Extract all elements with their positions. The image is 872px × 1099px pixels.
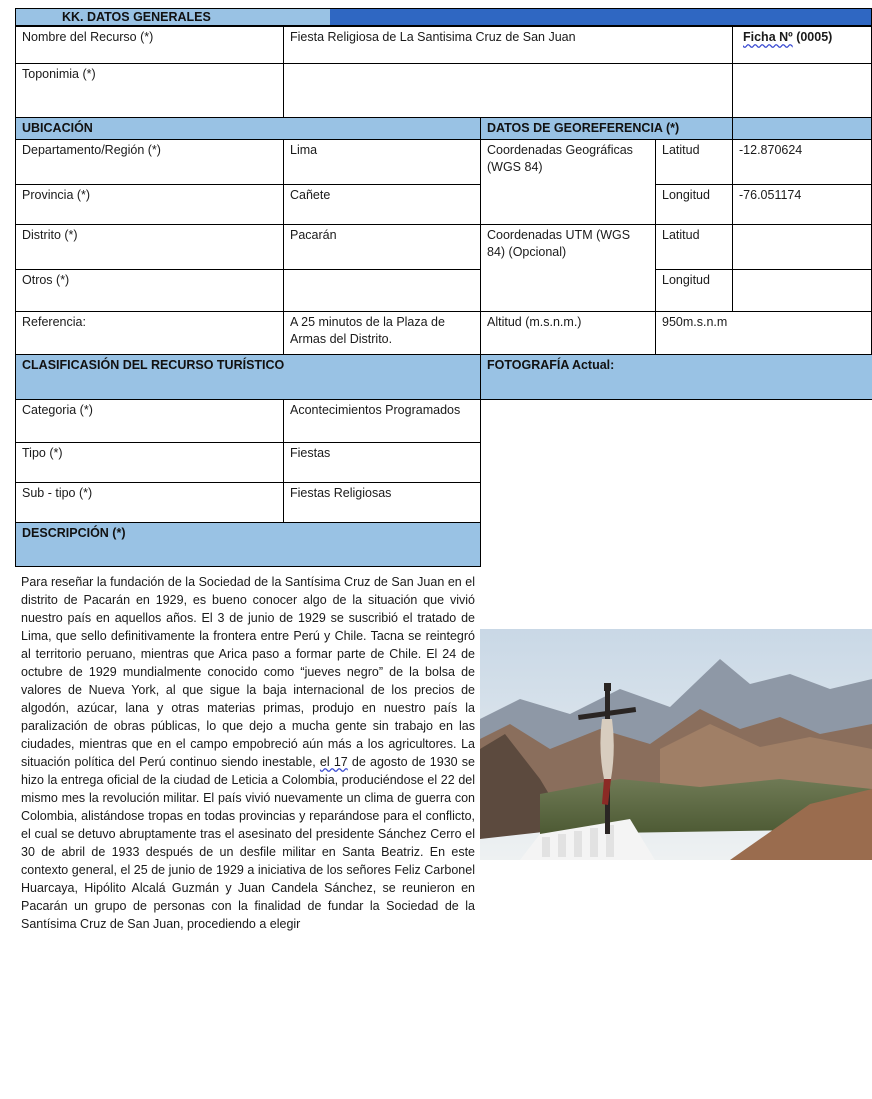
categoria-value: Acontecimientos Programados (283, 399, 481, 443)
ficha-num: (0005) (792, 30, 833, 44)
categoria-label: Categoria (*) (15, 399, 284, 443)
utm-lon-value (732, 269, 872, 312)
georef-header-extra (732, 117, 872, 140)
header-bar (15, 8, 872, 26)
georef-header: DATOS DE GEOREFERENCIA (*) (480, 117, 733, 140)
otros-value (283, 269, 481, 312)
utm-lon-label: Longitud (655, 269, 733, 312)
lon-label: Longitud (655, 184, 733, 225)
ficha-word: Ficha Nº (743, 30, 793, 44)
fotografia-cruz-image (480, 629, 872, 860)
lat-value: -12.870624 (732, 139, 872, 185)
clasificacion-header: CLASIFICASIÓN DEL RECURSO TURÍSTICO (15, 354, 481, 400)
descripcion-text (15, 570, 481, 1099)
ubicacion-header: UBICACIÓN (15, 117, 481, 140)
descripcion-text-squig: el 17 (319, 755, 348, 769)
recurso-label: Nombre del Recurso (*) (15, 26, 284, 64)
referencia-value: A 25 minutos de la Plaza de Armas del Distrito. (283, 311, 481, 355)
utm-label: Coordenadas UTM (WGS 84) (Opcional) (480, 224, 656, 312)
descripcion-text-b: de agosto de 1930 se hizo la entrega oficial de la ciudad de Leticia a Colombia, produciéndose el 22 del mismo mes la revolución militar. El país vivió nuevamente un clima de guerra con Colombia, alistándose tropas en todas provincias y reparándose para el conflicto, el cual se detuvo abruptamente tras el asesinato del presidente Sánchez Cerro el 30 de abril de 1933 después de un desfile militar en Santa Beatriz. En este contexto general, el 25 de junio de 1929 a iniciativa de los señores Feliz Carbonel Huarcaya, Hipólito Alcalá Guzmán y Juan Candela Sánchez, se reunieron en Pacarán un grupo de personas con la finalidad de fundar la Sociedad de la Santísima Cruz de San Juan, procediendo a elegir (21, 755, 475, 931)
tipo-value: Fiestas (283, 442, 481, 483)
subtipo-label: Sub - tipo (*) (15, 482, 284, 523)
header-title: KK. DATOS GENERALES (16, 9, 330, 25)
foto-header: FOTOGRAFÍA Actual: (480, 354, 872, 400)
descripcion-header: DESCRIPCIÓN (*) (15, 522, 481, 567)
lon-value: -76.051174 (732, 184, 872, 225)
distrito-label: Distrito (*) (15, 224, 284, 270)
provincia-value: Cañete (283, 184, 481, 225)
departamento-value: Lima (283, 139, 481, 185)
subtipo-value: Fiestas Religiosas (283, 482, 481, 523)
referencia-label: Referencia: (15, 311, 284, 355)
utm-lat-value (732, 224, 872, 270)
altitud-label: Altitud (m.s.n.m.) (480, 311, 656, 355)
lat-label: Latitud (655, 139, 733, 185)
recurso-value: Fiesta Religiosa de La Santisima Cruz de San Juan (283, 26, 733, 64)
altitud-value: 950m.s.n.m (655, 311, 872, 355)
toponimia-value (283, 63, 733, 118)
geo-coord-label: Coordenadas Geográficas (WGS 84) (480, 139, 656, 225)
toponimia-extra (732, 63, 872, 118)
provincia-label: Provincia (*) (15, 184, 284, 225)
toponimia-label: Toponimia (*) (15, 63, 284, 118)
departamento-label: Departamento/Región (*) (15, 139, 284, 185)
utm-lat-label: Latitud (655, 224, 733, 270)
otros-label: Otros (*) (15, 269, 284, 312)
descripcion-text-a: Para reseñar la fundación de la Sociedad de la Santísima Cruz de San Juan en el distrito de Pacarán en 1929, es bueno conocer algo de la situación que vivió nuestro país en aquellos años. El 3 de junio de 1929 se suscribió el tratado de Lima, que sello definitivamente la frontera entre Perú y Chile. Tacna se reintegró al territorio peruano, mientras que Arica paso a formar parte de Chile. El 24 de octubre de 1929 mundialmente conocido como “jueves negro” de la bolsa de valores de Nueva York, al que sigue la baja internacional de los precios de algodón, azúcar, lana y otras materias primas, produjo en nuestro país la paralización de obras públicas, lo que dejo a mucha gente sin trabajo en las ciudades, mientras que en el campo empobreció aún más a los agricultores. La situación política del Perú continuo siendo inestable, (21, 575, 475, 769)
tipo-label: Tipo (*) (15, 442, 284, 483)
distrito-value: Pacarán (283, 224, 481, 270)
ficha-number (732, 26, 872, 64)
